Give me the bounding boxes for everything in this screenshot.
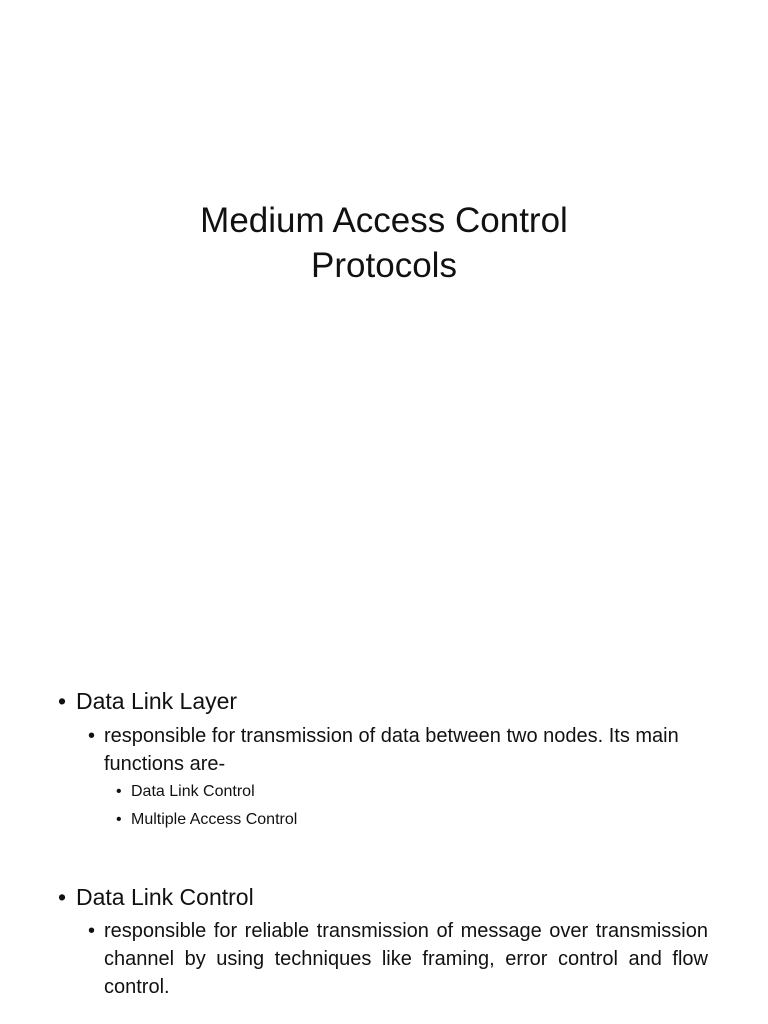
function-item — [116, 809, 708, 831]
function-item-text: Data Link Control — [131, 783, 255, 800]
sub-bullet-description — [88, 722, 708, 778]
slide-title — [0, 198, 768, 288]
function-item-text: Multiple Access Control — [131, 811, 298, 828]
slide-title-line-2: Protocols — [311, 246, 457, 285]
bullet-heading: Data Link Control — [76, 884, 254, 910]
bullet-dot-icon: • — [116, 811, 122, 828]
bullet-heading: Data Link Layer — [76, 688, 238, 714]
bullet-dot-icon: • — [58, 884, 67, 910]
sub-bullet-text: responsible for transmission of data between two nodes. Its main functions are- — [104, 725, 679, 775]
sub-bullet-description — [88, 917, 708, 1001]
sub-bullet-text: responsible for reliable transmission of message over transmission channel by using techniques like framing, error control and flow control. — [104, 920, 708, 998]
bullet-data-link-control — [58, 882, 708, 912]
bullet-dot-icon: • — [58, 688, 67, 714]
bullet-dot-icon: • — [116, 783, 122, 800]
bullet-dot-icon: • — [88, 725, 96, 747]
slide-title-line-1: Medium Access Control — [200, 201, 568, 240]
bullet-data-link-layer — [58, 686, 708, 716]
bullet-dot-icon: • — [88, 920, 96, 942]
function-item — [116, 781, 708, 803]
